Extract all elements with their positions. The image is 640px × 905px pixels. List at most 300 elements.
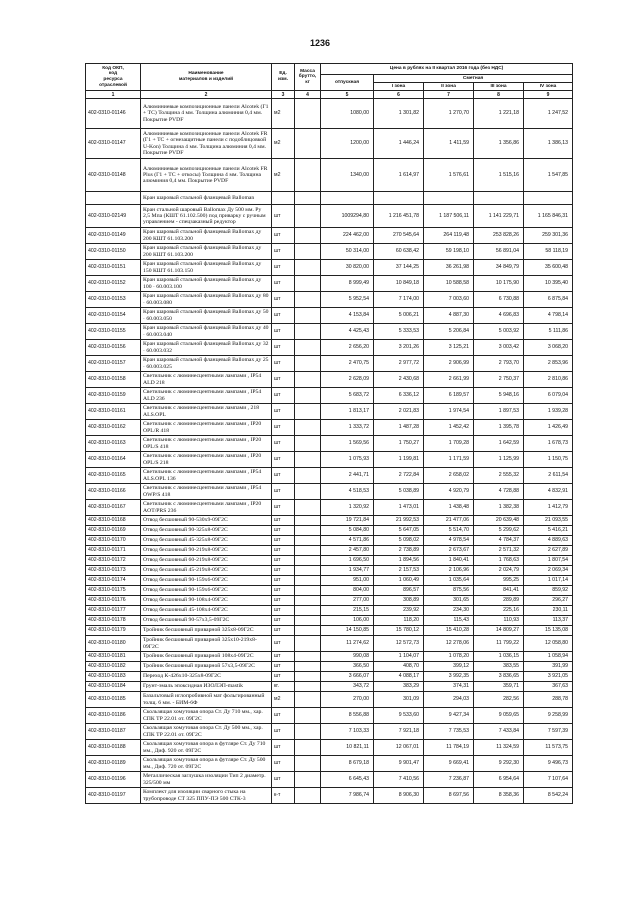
price-release: 1340,00 — [321, 159, 374, 192]
item-mass — [295, 404, 321, 420]
item-name: Отвод бесшовный 90-530х9-09Г2С — [141, 516, 272, 526]
price-zone-2: 7 003,60 — [424, 292, 474, 308]
table-row — [86, 586, 573, 596]
price-zone-4: 1 426,49 — [524, 420, 573, 436]
price-release: 804,00 — [321, 586, 374, 596]
item-mass — [295, 788, 321, 804]
table-row — [86, 308, 573, 324]
item-unit: шт — [272, 500, 295, 516]
header-price-title: Цена в рублях на II квартал 2016 года (без НДС) — [321, 64, 573, 75]
price-zone-2: 1 035,64 — [424, 576, 474, 586]
table-row — [86, 526, 573, 536]
price-zone-4: 288,78 — [524, 692, 573, 708]
item-mass — [295, 356, 321, 372]
item-code: 402-8310-01179 — [86, 626, 141, 636]
price-zone-4: 1 058,94 — [524, 652, 573, 662]
price-zone-2: 11 784,19 — [424, 740, 474, 756]
price-zone-2: 399,12 — [424, 662, 474, 672]
price-zone-3: 1 642,59 — [474, 436, 524, 452]
item-unit: шт — [272, 228, 295, 244]
item-code: 402-8310-01197 — [86, 788, 141, 804]
item-unit: м2 — [272, 692, 295, 708]
item-code: 402-8310-01158 — [86, 372, 141, 388]
price-zone-3: 1 395,78 — [474, 420, 524, 436]
item-name: Алюминиевые композиционные панели Alcotek FR Plus (Г1 + ТС + откосы) Толщина 4 мм. Толщина алюминия 0,4 мм. Покрытие PVDF — [141, 159, 272, 192]
price-zone-4: 296,27 — [524, 596, 573, 606]
price-zone-3: 2 750,37 — [474, 372, 524, 388]
price-zone-1: 1 216 451,78 — [374, 205, 424, 228]
price-release: 990,08 — [321, 652, 374, 662]
item-mass — [295, 672, 321, 682]
price-release: 4 153,84 — [321, 308, 374, 324]
price-zone-2: 1 576,61 — [424, 159, 474, 192]
price-zone-3: 5 299,62 — [474, 526, 524, 536]
price-zone-1: 10 849,18 — [374, 276, 424, 292]
price-zone-4: 367,63 — [524, 682, 573, 692]
item-name: Алюминиевые композиционные панели Alcotek (Г1 + ТС) Толщина 4 мм. Толщина алюминия 0,4 мм. Покрытие PVDF — [141, 99, 272, 129]
header-zone-2: II зона — [424, 83, 474, 91]
item-name: Кран шаровый стальной фланцевый Ballomax ду 100 · 60.003.100 — [141, 276, 272, 292]
price-zone-1: 308,89 — [374, 596, 424, 606]
price-release: 343,72 — [321, 682, 374, 692]
price-zone-2: 4 920,79 — [424, 484, 474, 500]
price-zone-4: 6 079,04 — [524, 388, 573, 404]
item-unit: шт — [272, 586, 295, 596]
price-zone-1: 1 473,01 — [374, 500, 424, 516]
price-zone-4: 8 542,24 — [524, 788, 573, 804]
table-row — [86, 692, 573, 708]
item-code: 402-0310-01146 — [86, 99, 141, 129]
price-zone-3: 841,41 — [474, 586, 524, 596]
price-zone-1: 1 750,27 — [374, 436, 424, 452]
price-release: 1 075,93 — [321, 452, 374, 468]
price-zone-3: 253 828,26 — [474, 228, 524, 244]
price-zone-2: 5 206,84 — [424, 324, 474, 340]
price-zone-2: 9 427,34 — [424, 708, 474, 724]
item-name: Металлическая заглушка изоляции Тип 2 диаметр. 325/500 мм — [141, 772, 272, 788]
item-name: Отвод бесшовный 90-159х6-09Г2С — [141, 576, 272, 586]
price-zone-3: 1 897,53 — [474, 404, 524, 420]
item-code: 402-8310-01168 — [86, 516, 141, 526]
table-row — [86, 436, 573, 452]
price-release: 5 683,72 — [321, 388, 374, 404]
item-code: 402-8310-01180 — [86, 636, 141, 652]
price-zone-3: 8 358,36 — [474, 788, 524, 804]
price-zone-2: 3 992,35 — [424, 672, 474, 682]
item-name: Отвод бесшовный 90-57х3,5-09Г2С — [141, 616, 272, 626]
price-zone-4: 15 135,08 — [524, 626, 573, 636]
column-number: 2 — [141, 91, 272, 99]
table-row — [86, 356, 573, 372]
item-name: Светильник с люминесцентными лампами , 218 ALS.OPL — [141, 404, 272, 420]
table-row — [86, 99, 573, 129]
price-zone-1: 1 199,81 — [374, 452, 424, 468]
price-zone-4: 1 247,52 — [524, 99, 573, 129]
price-zone-3: 10 175,90 — [474, 276, 524, 292]
item-code: 402-8310-01166 — [86, 484, 141, 500]
price-zone-4: 2 810,86 — [524, 372, 573, 388]
item-mass — [295, 129, 321, 159]
column-number: 5 — [321, 91, 374, 99]
price-zone-3: 1 356,86 — [474, 129, 524, 159]
table-row — [86, 516, 573, 526]
item-mass — [295, 99, 321, 129]
header-unit: Ед. изм. — [272, 64, 295, 91]
table-row — [86, 772, 573, 788]
price-zone-3: 3 003,42 — [474, 340, 524, 356]
price-release: 8 556,88 — [321, 708, 374, 724]
price-zone-4: 1 807,54 — [524, 556, 573, 566]
price-zone-1: 1 894,56 — [374, 556, 424, 566]
price-zone-2: 8 697,56 — [424, 788, 474, 804]
price-zone-3: 56 891,04 — [474, 244, 524, 260]
item-unit: шт — [272, 324, 295, 340]
item-code: 402-8310-01176 — [86, 596, 141, 606]
column-number: 9 — [524, 91, 573, 99]
item-unit: шт — [272, 292, 295, 308]
price-zone-1: 2 977,72 — [374, 356, 424, 372]
price-release: 4 425,43 — [321, 324, 374, 340]
price-zone-3: 359,71 — [474, 682, 524, 692]
item-unit: шт — [272, 616, 295, 626]
price-zone-3: 7 433,84 — [474, 724, 524, 740]
price-zone-4: 9 496,73 — [524, 756, 573, 772]
item-name: Кран шаровый стальной фланцевый Ballomax ду 40 · 60.003.040 — [141, 324, 272, 340]
price-zone-2: 374,31 — [424, 682, 474, 692]
price-zone-4: 1 165 846,31 — [524, 205, 573, 228]
price-zone-1: 15 780,12 — [374, 626, 424, 636]
item-unit: шт — [272, 436, 295, 452]
item-name: Отвод бесшовный 90-159х6-09Г2С — [141, 586, 272, 596]
item-unit: шт — [272, 526, 295, 536]
item-code: 402-0310-02149 — [86, 205, 141, 228]
price-zone-2: 2 106,96 — [424, 566, 474, 576]
price-zone-2: 4 887,30 — [424, 308, 474, 324]
table-row — [86, 788, 573, 804]
column-number: 8 — [474, 91, 524, 99]
item-unit: шт — [272, 662, 295, 672]
price-zone-1: 6 336,12 — [374, 388, 424, 404]
item-mass — [295, 576, 321, 586]
item-mass — [295, 372, 321, 388]
price-zone-3: 383,55 — [474, 662, 524, 672]
header-zone-3: III зона — [474, 83, 524, 91]
item-unit: шт — [272, 308, 295, 324]
item-unit: шт — [272, 546, 295, 556]
item-code: 402-8310-01159 — [86, 388, 141, 404]
item-name: Тройник бесшовный приварной 108х4-09Г2С — [141, 652, 272, 662]
item-code: 402-8310-01167 — [86, 500, 141, 516]
price-release: 7 103,33 — [321, 724, 374, 740]
item-mass — [295, 662, 321, 672]
price-zone-4: 7 107,64 — [524, 772, 573, 788]
price-table — [85, 63, 573, 804]
price-release: 6 645,43 — [321, 772, 374, 788]
item-mass — [295, 772, 321, 788]
table-row — [86, 420, 573, 436]
item-unit: шт — [272, 516, 295, 526]
table-row — [86, 682, 573, 692]
item-unit: шт — [272, 356, 295, 372]
item-unit: м2 — [272, 129, 295, 159]
price-zone-3: 2 555,32 — [474, 468, 524, 484]
price-zone-2: 3 125,21 — [424, 340, 474, 356]
price-zone-4: 1 386,13 — [524, 129, 573, 159]
item-name: Скользящая хомутовая опора Ст. Ду 710 мм., хар. СПК ТР 22.01 от. 09Г2С — [141, 708, 272, 724]
price-release: 8 999,49 — [321, 276, 374, 292]
price-zone-2: 4 978,54 — [424, 536, 474, 546]
item-code: 402-8310-01169 — [86, 526, 141, 536]
price-zone-1: 7 410,56 — [374, 772, 424, 788]
price-zone-4: 259 301,36 — [524, 228, 573, 244]
price-zone-2: 21 477,06 — [424, 516, 474, 526]
price-zone-2: 1 452,42 — [424, 420, 474, 436]
price-zone-4: 11 573,75 — [524, 740, 573, 756]
header-mass: Масса брутто, кг — [295, 64, 321, 91]
item-name: Светильник с люминесцентными лампами , IP20 OPL/S 218 — [141, 452, 272, 468]
price-zone-1: 9 901,47 — [374, 756, 424, 772]
table-row — [86, 260, 573, 276]
item-name: Светильник с люминесцентными лампами , IP54 ALD 218 — [141, 372, 272, 388]
item-name: Тройник бесшовный приварной 325х10-219х8-09Г2С — [141, 636, 272, 652]
price-zone-3: 11 799,22 — [474, 636, 524, 652]
price-zone-2: 301,65 — [424, 596, 474, 606]
price-zone-3: 6 954,64 — [474, 772, 524, 788]
price-zone-2: 7 236,87 — [424, 772, 474, 788]
price-zone-2: 59 198,10 — [424, 244, 474, 260]
item-unit — [272, 192, 295, 205]
table-row — [86, 652, 573, 662]
price-zone-4: 4 832,91 — [524, 484, 573, 500]
price-zone-3: 34 849,79 — [474, 260, 524, 276]
item-mass — [295, 484, 321, 500]
item-mass — [295, 756, 321, 772]
table-row — [86, 708, 573, 724]
table-header — [86, 64, 573, 99]
item-name: Переход К-426х10-325х8-09Г2С — [141, 672, 272, 682]
table-row — [86, 616, 573, 626]
item-unit: шт — [272, 340, 295, 356]
price-zone-1: 37 144,25 — [374, 260, 424, 276]
price-zone-1: 1 614,97 — [374, 159, 424, 192]
price-release: 3 666,07 — [321, 672, 374, 682]
item-unit: м2 — [272, 159, 295, 192]
item-unit: шт — [272, 596, 295, 606]
price-release: 1 813,17 — [321, 404, 374, 420]
price-zone-1: 301,09 — [374, 692, 424, 708]
table-row — [86, 556, 573, 566]
item-name: Отвод бесшовный 45-108х4-09Г2С — [141, 606, 272, 616]
item-mass — [295, 652, 321, 662]
item-name: Грунт-эмаль эпоксидная ИЗОЛЭП-mastik — [141, 682, 272, 692]
item-mass — [295, 436, 321, 452]
item-unit: шт — [272, 724, 295, 740]
item-unit: шт — [272, 740, 295, 756]
item-mass — [295, 586, 321, 596]
item-mass — [295, 596, 321, 606]
price-zone-4: 2 611,54 — [524, 468, 573, 484]
price-release: 1 320,92 — [321, 500, 374, 516]
item-code: 402-8310-01188 — [86, 740, 141, 756]
price-zone-3: 6 730,88 — [474, 292, 524, 308]
price-release: 11 274,62 — [321, 636, 374, 652]
item-code: 402-8310-01181 — [86, 652, 141, 662]
item-name: Светильник с люминесцентными лампами , IP54 ALS.OPL 136 — [141, 468, 272, 484]
price-zone-2: 36 261,98 — [424, 260, 474, 276]
table-row — [86, 205, 573, 228]
table-row — [86, 276, 573, 292]
item-name: Скользящая хомутовая опора в футляре Ст. Ду 710 мм., Диф. 920 от. 09Г2С — [141, 740, 272, 756]
price-release: 50 314,00 — [321, 244, 374, 260]
price-zone-1: 4 088,17 — [374, 672, 424, 682]
item-name: Кран стальной шаровый Ballomax Ду 500 мм. Ру 2,5 Мпа (КШТ 61.102.500) под приварку с ручным управлением - спецзаказный редуктор — [141, 205, 272, 228]
price-release: 2 470,75 — [321, 356, 374, 372]
item-unit: шт — [272, 626, 295, 636]
price-release — [321, 192, 374, 205]
price-zone-2: 12 278,06 — [424, 636, 474, 652]
item-name: Светильник с люминесцентными лампами , IP20 OPL/R 418 — [141, 420, 272, 436]
price-zone-2: 6 189,57 — [424, 388, 474, 404]
column-number: 7 — [424, 91, 474, 99]
price-release: 270,00 — [321, 692, 374, 708]
item-mass — [295, 682, 321, 692]
price-release: 2 441,71 — [321, 468, 374, 484]
table-row — [86, 756, 573, 772]
price-zone-3: 4 696,83 — [474, 308, 524, 324]
price-zone-2: 1 187 506,11 — [424, 205, 474, 228]
item-code: 402-8310-01170 — [86, 536, 141, 546]
item-unit: шт — [272, 576, 295, 586]
item-code: 402-0310-01156 — [86, 340, 141, 356]
price-release: 224 462,00 — [321, 228, 374, 244]
price-zone-4: 1 939,28 — [524, 404, 573, 420]
price-release: 2 628,09 — [321, 372, 374, 388]
price-zone-1: 8 906,30 — [374, 788, 424, 804]
price-zone-1: 5 038,89 — [374, 484, 424, 500]
item-unit: шт — [272, 556, 295, 566]
item-mass — [295, 536, 321, 546]
table-row — [86, 636, 573, 652]
price-release: 1080,00 — [321, 99, 374, 129]
header-release-price: отпускная — [321, 75, 374, 91]
price-zone-2: 15 410,28 — [424, 626, 474, 636]
price-release: 19 721,84 — [321, 516, 374, 526]
item-name: Кран шаровый стальной фланцевый Ballomax ду 80 · 60.003.080 — [141, 292, 272, 308]
table-row — [86, 724, 573, 740]
table-row — [86, 452, 573, 468]
item-code: 402-8310-01186 — [86, 708, 141, 724]
price-zone-2 — [424, 192, 474, 205]
table-row — [86, 292, 573, 308]
table-row — [86, 324, 573, 340]
table-row — [86, 129, 573, 159]
price-zone-2: 1 709,28 — [424, 436, 474, 452]
price-zone-2: 10 588,58 — [424, 276, 474, 292]
item-name: Кран шаровый стальной фланцевый Ballomax ду 200 КШТ 61.103.200 — [141, 228, 272, 244]
price-zone-3: 4 784,37 — [474, 536, 524, 546]
item-name: Отвод бесшовный 45-325х8-09Г2С — [141, 536, 272, 546]
price-release: 5 952,54 — [321, 292, 374, 308]
price-zone-4: 859,92 — [524, 586, 573, 596]
price-zone-2: 294,03 — [424, 692, 474, 708]
price-zone-1: 3 201,26 — [374, 340, 424, 356]
item-mass — [295, 260, 321, 276]
item-unit: шт — [272, 636, 295, 652]
price-zone-3: 1 036,15 — [474, 652, 524, 662]
item-unit: шт — [272, 606, 295, 616]
item-mass — [295, 452, 321, 468]
item-name: Светильник с люминесцентными лампами , IP54 ALD 236 — [141, 388, 272, 404]
price-zone-3: 289,89 — [474, 596, 524, 606]
price-zone-1: 2 430,68 — [374, 372, 424, 388]
item-code: 402-8310-01174 — [86, 576, 141, 586]
price-zone-1: 1 446,24 — [374, 129, 424, 159]
header-zone-1: I зона — [374, 83, 424, 91]
item-mass — [295, 340, 321, 356]
item-unit: шт — [272, 566, 295, 576]
item-mass — [295, 516, 321, 526]
item-unit: шт — [272, 452, 295, 468]
page-number: 1236 — [309, 38, 331, 48]
table-row — [86, 626, 573, 636]
price-release: 30 820,00 — [321, 260, 374, 276]
price-zone-3: 14 809,27 — [474, 626, 524, 636]
table-row — [86, 672, 573, 682]
item-code — [86, 192, 141, 205]
price-zone-1: 12 067,01 — [374, 740, 424, 756]
item-code: 402-0310-01154 — [86, 308, 141, 324]
item-mass — [295, 566, 321, 576]
price-zone-4: 2 853,96 — [524, 356, 573, 372]
price-zone-3: 4 728,88 — [474, 484, 524, 500]
item-code: 402-8310-01177 — [86, 606, 141, 616]
item-name: Отвод бесшовный 60-219х8-09Г2С — [141, 556, 272, 566]
item-code: 402-8310-01165 — [86, 468, 141, 484]
price-zone-2: 1 974,54 — [424, 404, 474, 420]
price-zone-3: 225,16 — [474, 606, 524, 616]
price-release: 1200,00 — [321, 129, 374, 159]
price-release: 8 679,18 — [321, 756, 374, 772]
item-code: 402-8310-01183 — [86, 672, 141, 682]
item-code: 402-8310-01178 — [86, 616, 141, 626]
price-zone-1: 1 487,28 — [374, 420, 424, 436]
item-mass — [295, 724, 321, 740]
price-zone-2: 1 171,59 — [424, 452, 474, 468]
price-zone-4: 3 921,05 — [524, 672, 573, 682]
price-zone-3: 1 221,18 — [474, 99, 524, 129]
price-zone-2: 2 661,99 — [424, 372, 474, 388]
price-zone-1: 2 021,83 — [374, 404, 424, 420]
item-name: Базальтовый иглопробивной мат фольгированный толщ. 6 мм. - БИМ-6Ф — [141, 692, 272, 708]
price-zone-1: 1 060,49 — [374, 576, 424, 586]
item-mass — [295, 616, 321, 626]
item-unit: шт — [272, 772, 295, 788]
category-row — [86, 192, 573, 205]
table-row — [86, 228, 573, 244]
price-zone-3: 2 571,32 — [474, 546, 524, 556]
price-zone-2: 2 906,99 — [424, 356, 474, 372]
price-zone-3 — [474, 192, 524, 205]
price-zone-2: 9 669,41 — [424, 756, 474, 772]
table-row — [86, 740, 573, 756]
price-zone-3: 1 768,63 — [474, 556, 524, 566]
header-name: Наименование материалов и изделий — [141, 64, 272, 91]
item-name: Тройник бесшовный приварной 325х8-09Г2С — [141, 626, 272, 636]
item-code: 402-8310-01187 — [86, 724, 141, 740]
price-release: 366,50 — [321, 662, 374, 672]
column-number: 4 — [295, 91, 321, 99]
item-unit: к-т — [272, 788, 295, 804]
